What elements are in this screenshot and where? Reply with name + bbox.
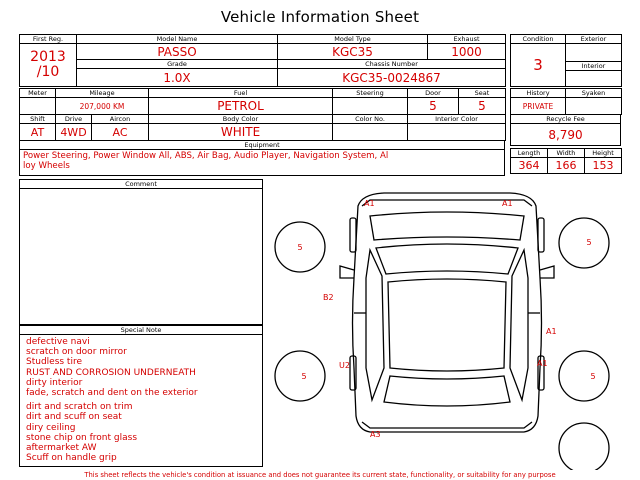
- drive-value: 4WD: [56, 124, 92, 141]
- syaken-value: [566, 98, 622, 115]
- condition-table: [510, 34, 622, 87]
- model-name-value: PASSO: [77, 44, 278, 60]
- mark-wheel-front-right: 5: [586, 238, 592, 247]
- equipment-line-2: loy Wheels: [23, 161, 70, 171]
- body-color-value: WHITE: [149, 124, 333, 141]
- left-mirror: [340, 266, 354, 278]
- exterior-value: [566, 44, 622, 62]
- color-no-value: [333, 124, 408, 141]
- door-label: Door: [408, 89, 459, 98]
- bonnet-outline: [370, 212, 524, 240]
- right-mirror: [540, 266, 554, 278]
- seat-value: 5: [459, 98, 506, 115]
- steering-value: [333, 98, 408, 115]
- door-value: 5: [408, 98, 459, 115]
- height-label: Height: [585, 149, 622, 158]
- right-windows: [510, 250, 528, 400]
- car-damage-diagram: [266, 178, 636, 470]
- rear-bumper-outline: [362, 422, 532, 428]
- steering-label: Steering: [333, 89, 408, 98]
- recycle-fee-label: Recycle Fee: [511, 115, 621, 124]
- first-reg-month: /10: [36, 64, 60, 80]
- roof-outline: [388, 279, 506, 371]
- equipment-value: [20, 150, 505, 176]
- model-name-label: Model Name: [77, 35, 278, 44]
- special-note-item: dirty interior: [26, 377, 83, 388]
- history-value: PRIVATE: [511, 98, 566, 115]
- windscreen-outline: [376, 244, 518, 274]
- tyre-rear-left: [275, 351, 325, 401]
- model-type-value: KGC35: [278, 44, 428, 60]
- equipment-line-1: Power Steering, Power Window All, ABS, Air Bag, Audio Player, Navigation System, Al: [23, 151, 389, 161]
- special-note-item: defective navi: [26, 337, 90, 347]
- interior-color-value: [408, 124, 506, 141]
- body-color-label: Body Color: [149, 115, 333, 124]
- mark-side-left: B2: [323, 293, 334, 302]
- condition-value: 3: [511, 44, 566, 87]
- dimensions-table: [510, 148, 622, 174]
- drive-label: Drive: [56, 115, 92, 124]
- tyre-rear-right: [559, 351, 609, 401]
- special-note-item: aftermarket AW: [26, 443, 97, 454]
- special-note-item: Studless tire: [26, 357, 83, 368]
- mark-side-right: A1: [546, 327, 557, 336]
- width-value: 166: [548, 158, 585, 174]
- mark-front-left: A1: [364, 199, 375, 208]
- special-note-item: fade, scratch and dent on the exterior: [26, 388, 198, 399]
- length-label: Length: [511, 149, 548, 158]
- tyre-front-right: [559, 218, 609, 268]
- special-note-box: [19, 325, 263, 467]
- mark-rear-left-panel: U2: [339, 361, 350, 370]
- special-note-item: dirt and scratch on trim: [26, 402, 133, 413]
- mark-rear-bumper: A3: [370, 430, 381, 439]
- interior-label: Interior: [566, 62, 622, 71]
- sheet-title: Vehicle Information Sheet: [220, 8, 420, 26]
- first-reg-label: First Reg.: [20, 35, 77, 44]
- special-note-item: RUST AND CORROSION UNDERNEATH: [26, 367, 196, 378]
- width-label: Width: [548, 149, 585, 158]
- special-note-item: scratch on door mirror: [26, 347, 127, 358]
- grade-value: 1.0X: [77, 69, 278, 87]
- special-note-item: dirt and scuff on seat: [26, 412, 122, 423]
- special-note-item: stone chip on front glass: [26, 432, 138, 443]
- syaken-label: Syaken: [566, 89, 622, 98]
- height-value: 153: [585, 158, 622, 174]
- special-note-list: [20, 335, 262, 463]
- model-info-table: [19, 34, 506, 87]
- chassis-value: KGC35-0024867: [278, 69, 506, 87]
- mark-rear-right-panel: A1: [537, 359, 548, 368]
- mark-wheel-rear-right: 5: [590, 372, 596, 381]
- exhaust-value: 1000: [428, 44, 506, 60]
- history-table: [510, 88, 622, 115]
- special-note-item: diry ceiling: [26, 422, 76, 433]
- mileage-value: 207,000 KM: [56, 98, 149, 115]
- rear-glass-outline: [384, 376, 510, 406]
- grade-label: Grade: [77, 60, 278, 69]
- aircon-value: AC: [92, 124, 149, 141]
- comment-label: Comment: [20, 180, 262, 189]
- disclaimer-text: This sheet reflects the vehicle's condition at issuance and does not guarantee its current state, functionality, or suitability for any purpose: [84, 471, 556, 479]
- history-label: History: [511, 89, 566, 98]
- comment-box: [19, 179, 263, 325]
- length-value: 364: [511, 158, 548, 174]
- car-body-outline: [353, 193, 542, 432]
- fuel-label: Fuel: [149, 89, 333, 98]
- tyre-spare: [559, 423, 609, 470]
- equipment-label: Equipment: [20, 141, 505, 150]
- interior-value: [566, 71, 622, 87]
- condition-label: Condition: [511, 35, 566, 44]
- fuel-value: PETROL: [149, 98, 333, 115]
- shift-value: AT: [20, 124, 56, 141]
- left-windows: [366, 250, 384, 400]
- recycle-fee-table: [510, 114, 621, 146]
- first-reg-year: 2013: [30, 49, 66, 65]
- mark-wheel-rear-left: 5: [301, 372, 307, 381]
- exterior-label: Exterior: [566, 35, 622, 44]
- vehicle-specs-table: [19, 88, 506, 115]
- first-reg-value: [20, 44, 77, 87]
- meter-label: Meter: [20, 89, 56, 98]
- meter-value: [20, 98, 56, 115]
- model-type-label: Model Type: [278, 35, 428, 44]
- mark-wheel-front-left: 5: [297, 243, 303, 252]
- equipment-table: [19, 140, 505, 176]
- mileage-label: Mileage: [56, 89, 149, 98]
- color-no-label: Color No.: [333, 115, 408, 124]
- mark-front-right: A1: [502, 199, 513, 208]
- interior-color-label: Interior Color: [408, 115, 506, 124]
- seat-label: Seat: [459, 89, 506, 98]
- aircon-label: Aircon: [92, 115, 149, 124]
- chassis-label: Chassis Number: [278, 60, 506, 69]
- special-note-label: Special Note: [20, 326, 262, 335]
- special-note-item: Scuff on handle grip: [26, 453, 117, 464]
- exhaust-label: Exhaust: [428, 35, 506, 44]
- drivetrain-table: [19, 114, 506, 141]
- shift-label: Shift: [20, 115, 56, 124]
- recycle-fee-value: 8,790: [511, 124, 621, 146]
